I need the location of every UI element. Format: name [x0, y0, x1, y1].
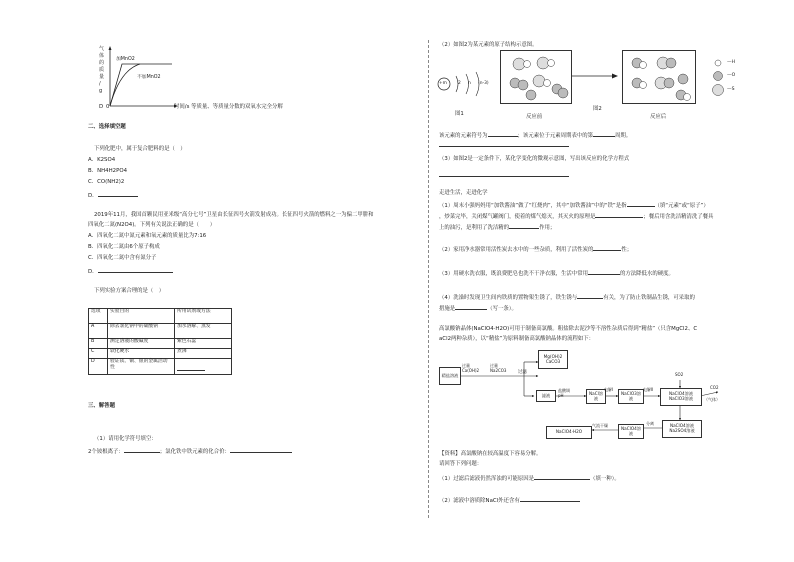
flow-salt: 精盐溶液 — [439, 367, 461, 385]
prompt: 周期。 — [615, 133, 632, 139]
flow-reagent-2: 过量Na2CO3 — [490, 363, 507, 373]
flow-filtrate: 滤液 — [536, 390, 556, 402]
table-header-cell: 选项 — [89, 309, 108, 324]
flow-co2: CO2 — [710, 385, 719, 390]
life-p4-line1 — [439, 292, 695, 301]
graph-y-char: 体 — [99, 53, 105, 59]
q1-option-label: D． — [88, 193, 98, 199]
table-row — [89, 359, 232, 375]
section-title-answer: 三、解答题 — [88, 403, 115, 409]
perchlorate-a2 — [439, 495, 580, 504]
q2-option: C．四氧化二氮中含有氮分子 — [88, 255, 157, 261]
answer-blank[interactable] — [593, 244, 621, 251]
table-row — [89, 339, 232, 349]
answer-blank[interactable] — [124, 446, 160, 453]
q2-option: A．四氧化二氮中氮元素和氧元素的质量比为7:16 — [88, 233, 207, 239]
q4-prompt: 2个铵根离子： — [88, 449, 124, 455]
table-cell: C — [89, 349, 108, 359]
table-header-row — [89, 309, 232, 324]
q1-option: A．K2SO4 — [88, 157, 116, 163]
prompt: 性； — [621, 247, 633, 253]
life-p1-line1 — [439, 200, 709, 209]
flow-gas: （气体） — [704, 397, 720, 402]
nucleus-charge: +m — [439, 81, 447, 86]
graph-y-label — [99, 46, 105, 95]
prompt: ；该元素位于元素周期表中的第 — [517, 133, 594, 139]
table-cell: 验证镁、铜、银的金属活动性 — [108, 359, 175, 375]
table-cell: D — [89, 359, 108, 375]
blank-line — [439, 170, 569, 179]
graph-y-char: / — [99, 81, 101, 87]
figure-1-label: 图1 — [455, 111, 464, 117]
graph-caption: 时间/s 等质量、等质量分数的双氧水完全分解 — [174, 104, 283, 110]
reaction-before-box — [500, 50, 572, 104]
flow-so2: SO2 — [675, 372, 684, 377]
prompt: 有关，为了防止铁制品生锈，可采取的 — [603, 295, 695, 301]
life-p1-line3 — [439, 222, 555, 231]
flow-electrolysis-2: 电解Ⅱ — [643, 387, 653, 392]
table-row — [89, 324, 232, 339]
q4-prompt: ；氯化铁中铁元素的化合价： — [159, 449, 230, 455]
q1-option: C．CO(NH2)2 — [88, 179, 125, 185]
flow-ppt-item: CaCO3 — [545, 358, 561, 364]
curve-label-with-catalyst: 加MnO2 — [116, 57, 135, 62]
table-cell: A — [89, 324, 108, 339]
flow-dry: 气流干燥 — [592, 423, 608, 428]
flow-precipitate — [538, 350, 568, 369]
life-p3 — [439, 268, 674, 277]
flow-naclo3: NaClO3溶液 — [618, 389, 644, 404]
reaction-after-box — [622, 50, 696, 104]
answer-blank[interactable] — [588, 268, 620, 275]
q2-2-title: （2）如图2为某元素的原子结构示意图。 — [439, 42, 538, 48]
graph-y-char: 气 — [99, 46, 105, 52]
graph-y-char: 质 — [99, 67, 105, 73]
graph-y-char: 的 — [99, 60, 105, 66]
atom-legend — [712, 58, 726, 98]
section-title-choice: 二、选择填空题 — [88, 124, 126, 130]
answer-blank[interactable] — [593, 130, 615, 137]
q2-option: B．四氧化二氮由6个原子构成 — [88, 244, 160, 250]
answer-blank[interactable] — [455, 303, 487, 310]
table-cell: 测定溶液的酸碱度 — [108, 339, 175, 349]
prompt: 作用； — [539, 225, 556, 231]
prompt: （2）家用净水器常用活性炭去水中的一些杂质，利用了活性炭的 — [439, 247, 594, 253]
answer-blank[interactable] — [98, 266, 173, 273]
flow-ppt-item: Mg(OH)2 — [543, 353, 563, 359]
life-p1-line2 — [439, 211, 713, 220]
figure-2-label: 图2 — [593, 106, 602, 112]
shell-electrons: 2 — [458, 81, 461, 86]
flow-separate: 分离 — [646, 421, 654, 426]
graph-origin: 0 — [106, 104, 110, 110]
molecules-after — [623, 51, 695, 103]
prompt: （1）过滤后滤液仍然浑浊的可能原因是 — [439, 476, 535, 482]
graph-y-char: g — [99, 88, 103, 94]
prompt: 措施是 — [439, 306, 456, 312]
blank-line — [439, 140, 569, 149]
q4-line1: （1）请用化学符号填空： — [94, 436, 157, 442]
prompt: 上的油污，是利用了洗洁精的 — [439, 225, 510, 231]
after-label: 反应后 — [650, 114, 667, 120]
experiment-table — [88, 308, 232, 375]
graph-y-char: 量 — [99, 74, 105, 80]
prompt: 该元素的元素符号为 — [439, 133, 488, 139]
graph-axis-d: D — [99, 104, 104, 110]
table-header-cell: 实验目的 — [108, 309, 175, 324]
table-header-cell: 所用试剂或方法 — [175, 309, 232, 324]
table-cell: B — [89, 339, 108, 349]
flow-mix2: NaClO4溶液 Na2SO4溶液 — [662, 420, 702, 438]
answer-blank[interactable] — [627, 200, 655, 207]
shell-electrons: n — [468, 81, 471, 86]
prompt: ；餐后用含洗洁精清洗了餐具 — [643, 214, 714, 220]
flow-filter: 过滤 — [518, 370, 527, 375]
legend-s: —S — [727, 87, 735, 92]
perchlorate-a1 — [439, 473, 620, 482]
flow-nacl: NaCl溶液 — [586, 389, 606, 404]
q1-option: B．NH4H2PO4 — [88, 168, 128, 174]
q2-3-line: （3）如图2是一定条件下，某化学变化的微观示意图，写出该反应的化学方程式 — [439, 156, 630, 162]
q3-stem: 下列实验方案合理的是（ ） — [94, 288, 165, 294]
prompt: （填“元素”或“原子”） — [654, 203, 709, 209]
flow-mix: NaClO4溶液 NaClO3溶液 — [660, 388, 702, 406]
table-row — [89, 349, 232, 359]
legend-h: —H — [727, 60, 736, 65]
curve-label-without-catalyst: 不加MnO2 — [137, 75, 161, 80]
q4-line2 — [88, 446, 292, 455]
life-title: 走进生活，走进化学 — [439, 190, 488, 196]
column-divider — [428, 40, 429, 518]
perchlorate-line1: 高氯酸钠晶体(NaClO4·H2O)可用于制备高氯酸。粗盐除去泥沙等不溶性杂质后得到“精盐”（只含MgCl2、C — [439, 326, 698, 332]
table-cell: 软化硬水 — [108, 349, 175, 359]
flow-naclo4: NaClO4溶液 — [618, 424, 644, 439]
flow-acid: 盐酸调pH — [558, 388, 570, 398]
q2-line2: 四氧化二氮(N2O4)。下列有关说法正确的是（ ） — [88, 222, 216, 228]
answer-blank[interactable] — [595, 211, 643, 218]
flow-reagent-1: 过量Ca(OH)2 — [462, 363, 480, 373]
reaction-arrow — [572, 72, 620, 80]
answer-blank[interactable] — [520, 495, 580, 502]
table-cell: 紫色石蕊 — [175, 339, 232, 349]
q2-option-d — [88, 266, 173, 275]
answer-blank[interactable] — [439, 140, 569, 147]
flow-product: NaClO4·H2O — [546, 426, 592, 439]
prompt: ，炒菜完毕，关闭煤气罐阀门，使着的煤气熄灭，其灭火的原理是 — [439, 214, 596, 220]
flow-electrolysis-1: 电解Ⅰ — [604, 387, 614, 392]
shell-electrons: (n-3) — [478, 81, 489, 86]
answer-blank[interactable] — [577, 292, 603, 299]
answer-blank[interactable] — [534, 473, 590, 480]
q2-option-label: D． — [88, 269, 98, 275]
perchlorate-data: 【资料】高氯酸钠在较高温度下容易分解。 — [439, 451, 542, 457]
q2-line1: 2019年11月，我国首颗民用亚米级“高分七号”卫星由长征四号火箭发射成功。长征四号火箭的燃料之一为偏二甲肼和 — [94, 212, 374, 218]
table-cell: 除去氯化钠中的碳酸钠 — [108, 324, 175, 339]
answer-blank[interactable] — [509, 222, 539, 229]
table-cell: 加水溶解、蒸发 — [175, 324, 232, 339]
q1-stem: 下列化肥中，属于复合肥料的是（ ） — [94, 146, 186, 152]
perchlorate-line2: aCl2两种杂质），以“精盐”为原料制备高氯酸钠晶体的流程如下： — [439, 336, 595, 342]
table-cell-answer — [175, 359, 232, 375]
before-label: 反应前 — [526, 114, 543, 120]
table-cell: 煮沸 — [175, 349, 232, 359]
answer-blank[interactable] — [230, 446, 292, 453]
molecules-before — [501, 51, 571, 103]
prompt: （3）用硬水洗衣服，既浪费肥皂也洗不干净衣服，生活中常用 — [439, 271, 588, 277]
life-p2 — [439, 244, 632, 253]
answer-blank[interactable] — [439, 170, 569, 177]
prompt: （1）周末小强妈妈用“加铁酱油”做了“红烧肉”，其中“加铁酱油”中的“铁”是指 — [439, 203, 627, 209]
q2-2-answer-line — [439, 130, 631, 139]
prompt: （填一种）。 — [590, 476, 620, 482]
prompt: （4）洗澡时发现卫生间内铁质的置物架生锈了，铁生锈与 — [439, 295, 578, 301]
prompt: 的方法降低水的硬度。 — [619, 271, 674, 277]
legend-o: —O — [727, 73, 736, 78]
answer-blank[interactable] — [98, 190, 138, 197]
q1-option-d — [88, 190, 138, 199]
perchlorate-ask: 请回答下列问题： — [439, 461, 483, 467]
life-p4-line2 — [439, 303, 517, 312]
prompt: （2）滤液中溶质除NaCl外还含有 — [439, 498, 520, 504]
answer-blank[interactable] — [177, 364, 205, 371]
answer-blank[interactable] — [488, 130, 518, 137]
prompt: （写一条）。 — [487, 306, 517, 312]
